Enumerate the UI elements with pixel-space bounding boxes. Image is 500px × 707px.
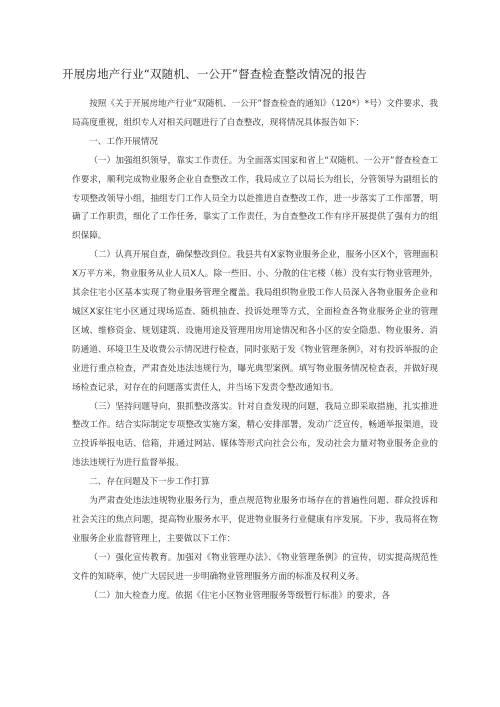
paragraph-next-steps: 为严肃查处违法违规物业服务行为，重点规范物业服务市场存在的普遍性问题、群众投诉和社会关注的焦点问题，提高物业服务水平，促进物业服务行业健康有序发展。下步，我局将在物业服务企业监督管理上，主要做以下工作： bbox=[72, 496, 438, 544]
document-body bbox=[72, 95, 438, 605]
section-heading-work-status: 一、工作开展情况 bbox=[89, 136, 158, 147]
document-title: 开展房地产行业“双随机、一公开”督查检查整改情况的报告 bbox=[62, 67, 367, 81]
paragraph-self-inspection: （二）认真开展自查，确保整改到位。我县共有X家物业服务企业，服务小区X个，管理面积X万平方米，物业服务从业人员X人。除一些旧、小、分散的住宅楼（栋）没有实行物业管理外，其余住宅小区基本实现了物业服务管理全覆盖。我局组织物业股工作人员深入各物业服务企业和城区X家住宅小区通过现场巡查、随机抽查、投诉处理等方式，全面检查各物业服务企业的管理区域、维修资金、规划建筑、设施用途及管理用房用途情况和各小区的安全隐患、物业服务、消防通道、环境卫生及收费公示情况进行检查，同时张贴于发《物业管理条例》，对有投诉举报的企业进行重点检查，严肃查处违法违规行为，曝光典型案例。填写物业服务情况检查表，并做好现场检查记录，对存在的问题落实责任人，并当场下发责令整改通知书。 bbox=[72, 250, 438, 393]
section-heading-problems-plans: 二、存在问题及下一步工作打算 bbox=[89, 477, 210, 488]
paragraph-rectification: （三）坚持问题导向，狠抓整改落实。针对自查发现的问题，我局立即采取措施，扎实推进整改工作。结合实际制定专项整改实施方案，精心安排部署，发动广泛宣传，畅通举报渠道，设立投诉举报电话、信箱，并通过网站、媒体等形式向社会公布，发动社会力量对物业服务企业的违法违规行为进行监督举报。 bbox=[72, 401, 438, 469]
paragraph-inspection: （二）加大检查力度。依据《住宅小区物业管理服务等级暂行标准》的要求，各 bbox=[89, 590, 390, 601]
paragraph-publicity: （一）强化宣传教育。加强对《物业管理办法》、《物业管理条例》的宣传，切实提高规范性文件的知晓率，使广大居民进一步明确物业管理服务方面的标准及权利义务。 bbox=[72, 552, 438, 582]
intro-paragraph: 按照《关于开展房地产行业“双随机、一公开”督查检查的通知》（120*）*号）文件要求，我局高度重视，组织专人对相关问题进行了自查整改，现将情况具体报告如下： bbox=[72, 99, 438, 128]
paragraph-organization: （一）加强组织领导，靠实工作责任。为全面落实国家和省上“双随机、一公开”督查检查工作要求，顺利完成物业服务企业自查整改工作，我局成立了以局长为组长，分管领导为副组长的专项整改领导小组，抽组专门工作人员全力以赴推进自查整改工作，进一步落实了工作部署，明确了工作职责，细化了工作任务，靠实了工作责任，为自查整改工作有序开展提供了强有力的组织保障。 bbox=[72, 155, 438, 242]
